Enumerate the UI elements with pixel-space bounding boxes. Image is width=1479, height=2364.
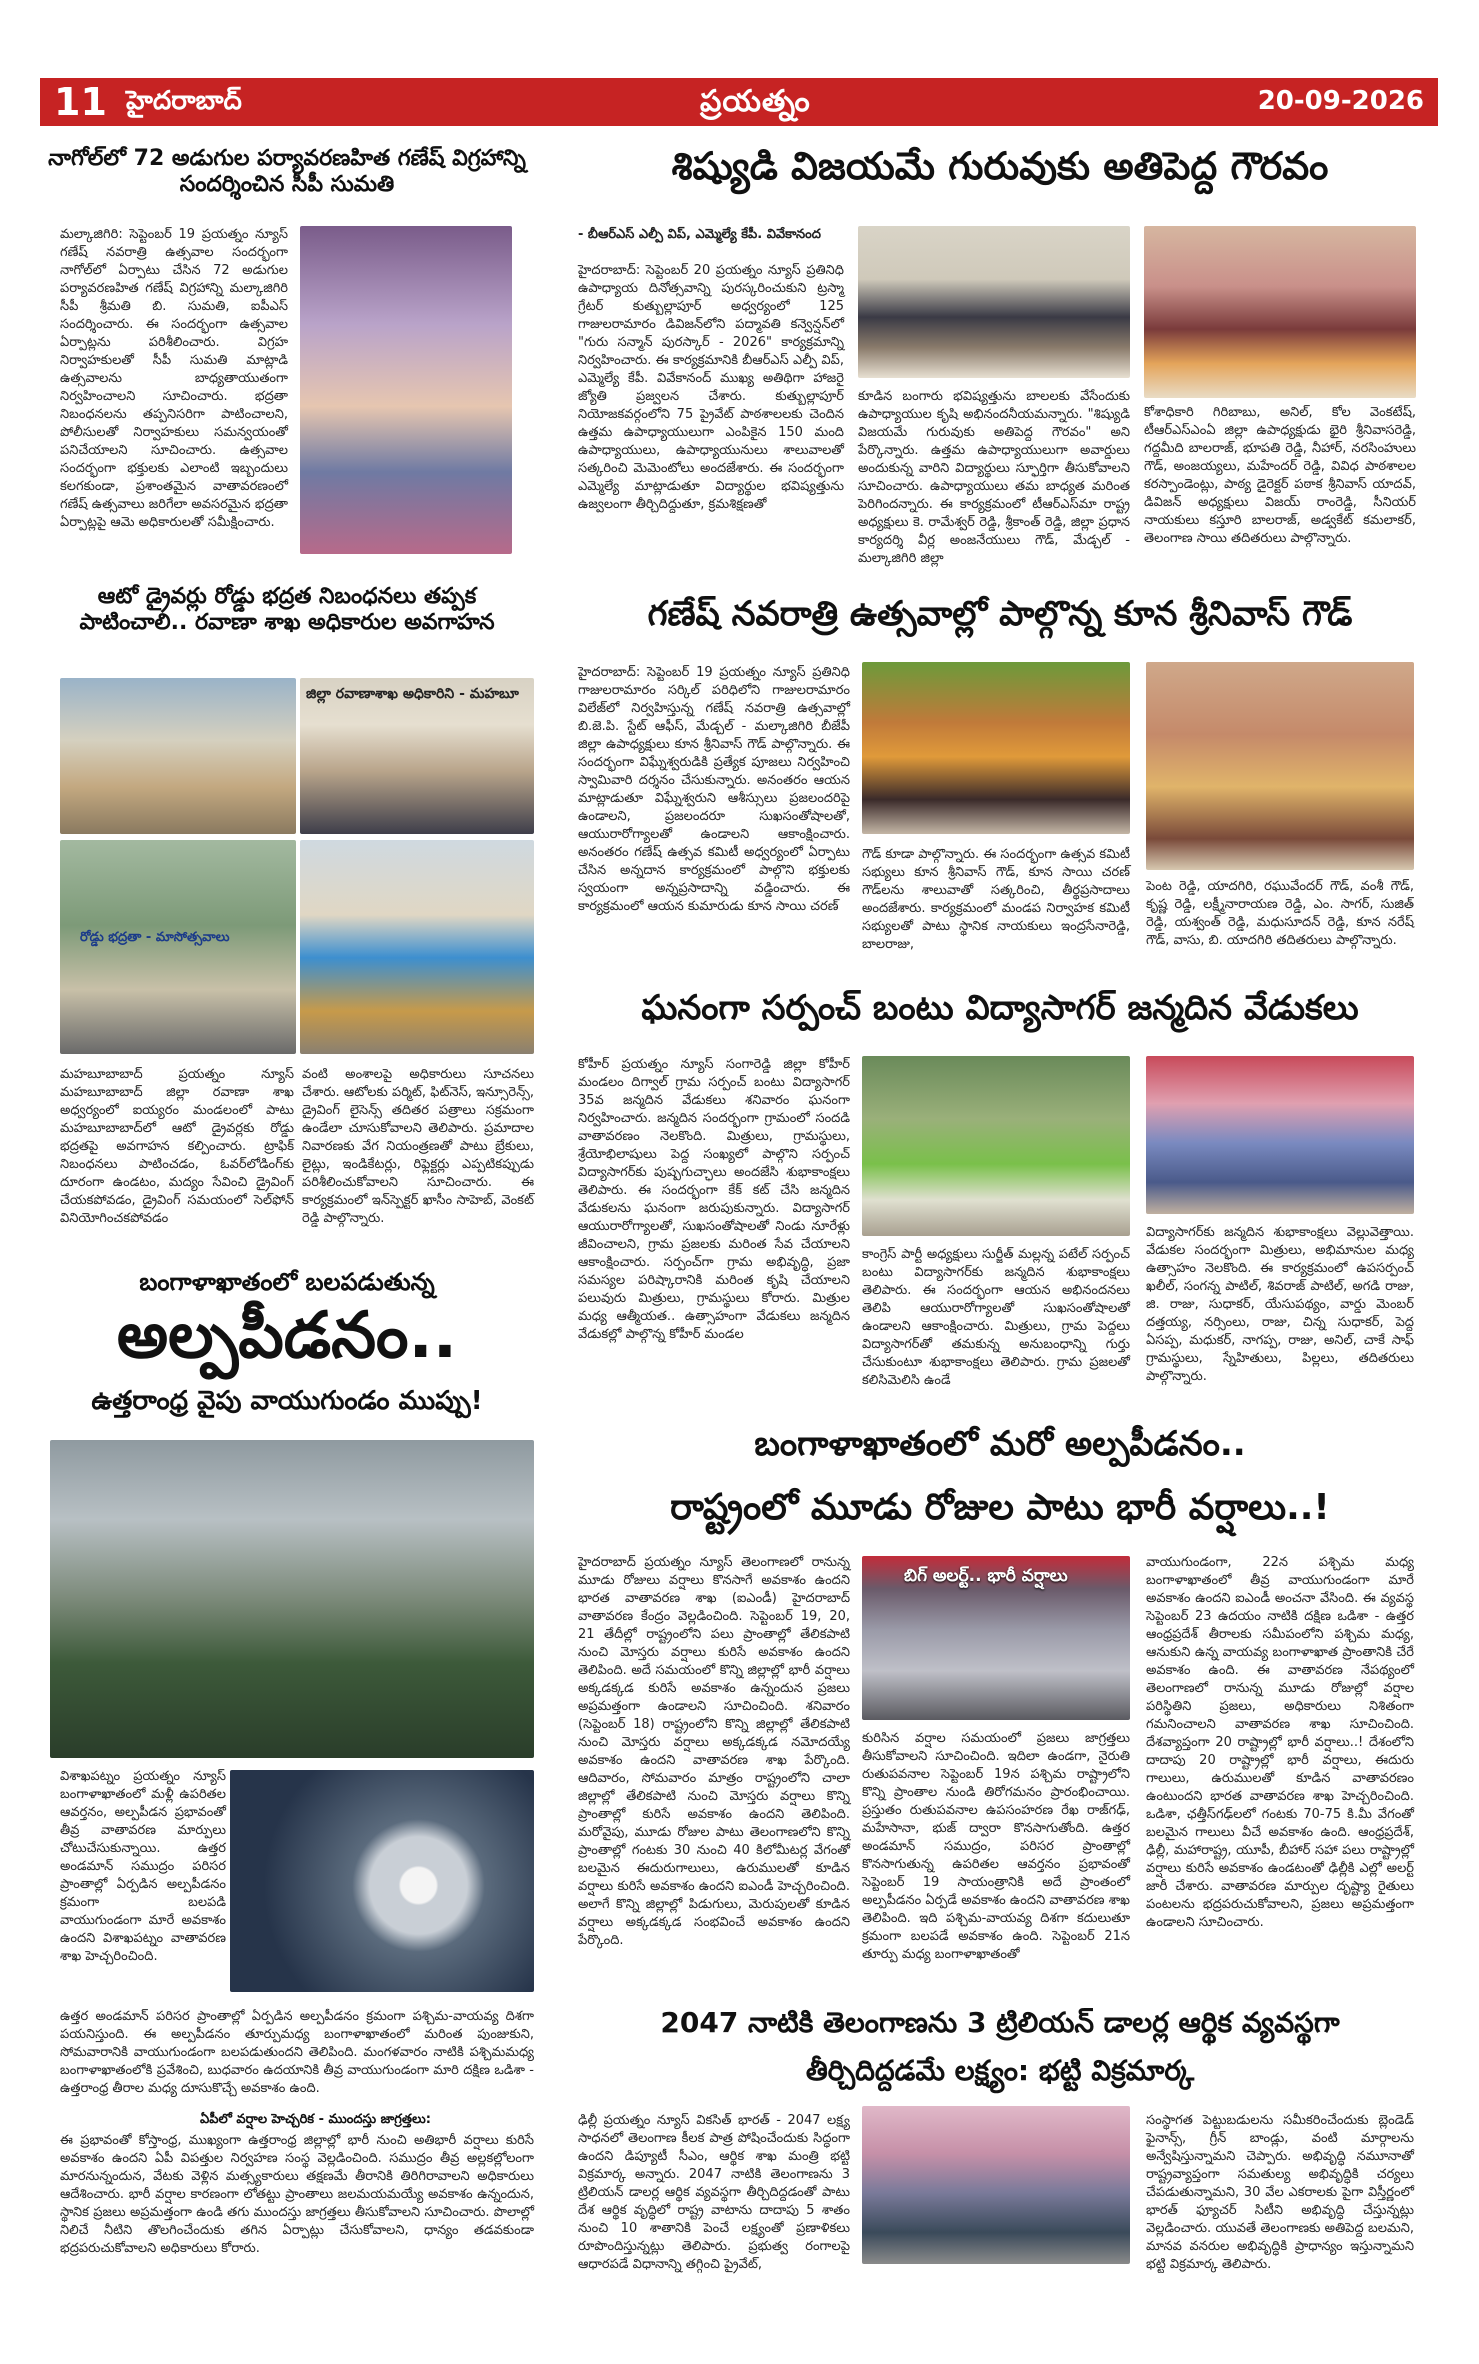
rain-alert-tag: బిగ్ అలర్ట్.. భారీ వర్షాలు	[904, 1566, 1068, 1586]
story5-body-col2: కాంగ్రెస్ పార్టీ అధ్యక్షులు సుర్జీత్ మల్లన్న పటేల్ సర్పంచ్ బంటు విద్యాసాగర్‌కు జన్మదిన శుభాకాంక్షలు తెలిపారు. ఈ సందర్భంగా ఆయన అభినందనలు తెలిపి ఆయురారోగ్యాలతో సుఖసంతోషాలతో ఉండాలని ఆకాంక్షించారు. మిత్రులు, గ్రామ పెద్దలు విద్యాసాగర్‌తో తమకున్న అనుబంధాన్ని గుర్తు చేసుకుంటూ శుభాకాంక్షలు తెలిపారు. గ్రామ ప్రజలతో కలిసిమెలిసి ఉండే	[862, 1247, 1130, 1388]
story3-headline: ఆటో డ్రైవర్లు రోడ్డు భద్రత నిబంధనలు తప్పక పాటించాలి.. రవాణా శాఖ అధికారుల అవగాహన	[79, 584, 495, 636]
road-safety-photo-2	[300, 678, 534, 834]
story7-body-col2: కురిసిన వర్షాల సమయంలో ప్రజలు జాగ్రత్తలు తీసుకోవాలని సూచించింది. ఇదిలా ఉండగా, నైరుతి రుతుపవనాల సెప్టెంబర్ 19న పశ్చిమ రాష్ట్రాలోని కొన్ని ప్రాంతాల నుండి తిరోగమనం ప్రారంభించాయి. ప్రస్తుతం రుతుపవనాల ఉపసంహరణ రేఖ రాజ్‌గఢ్, మహేసానా, భుజ్‌ ద్వారా కొనసాగుతోంది. ఉత్తర అండమాన్ సముద్రం, పరిసర ప్రాంతాల్లో కొనసాగుతున్న ఉపరితల ఆవర్తనం ప్రభావంతో సెప్టెంబర్ 19 సాయంత్రానికి అదే ప్రాంతంలో అల్పపీడనం ఏర్పడే అవకాశం ఉందని వాతావరణ శాఖ తెలిపింది. ఇది పశ్చిమ-వాయవ్య దిశగా కదులుతూ క్రమంగా బలపడే అవకాశం ఉంది. సెప్టెంబర్ 21న తూర్పు మధ్య బంగాళాఖాతంతో	[862, 1731, 1130, 1962]
story2-headline: శిష్యుడి విజయమే గురువుకు అతిపెద్ద గౌరవం	[671, 144, 1329, 188]
ganesh-idol-photo	[300, 226, 512, 554]
road-safety-photo-1	[60, 678, 296, 834]
story2-body-col2: కూడిన బంగారు భవిష్యత్తును బాలలకు వేసేందుకు ఉపాధ్యాయుల కృషి అభినందనీయమన్నారు. "శిష్యుడి విజయమే గురువుకు అతిపెద్ద గౌరవం" అని పేర్కొన్నారు. ఉత్తమ ఉపాధ్యాయులుగా అవార్డులు అందుకున్న వారిని విద్యార్థులు స్ఫూర్తిగా తీసుకోవాలని సూచించారు. ఉపాధ్యాయులు తమ బాధ్యత మరింత పెరిగిందన్నారు. ఈ కార్యక్రమంలో టీఆర్‌ఎస్‌మా రాష్ట్ర అధ్యక్షులు కె. రామేశ్వర్ రెడ్డి, శ్రీకాంత్ రెడ్డి, జిల్లా ప్రధాన కార్యదర్శి వీర్ల అంజనేయులు గౌడ్, మేడ్చల్ - మల్కాజిగిరి జిల్లా	[858, 389, 1130, 566]
teachers-event-photo-1	[858, 226, 1130, 378]
story8-body-col1: ఢిల్లీ ప్రయత్నం న్యూస్ వికసిత్ భారత్ - 2047 లక్ష్య సాధనలో తెలంగాణ కీలక పాత్ర పోషించేందుకు సిద్ధంగా ఉందని డిప్యూటీ సీఎం, ఆర్థిక శాఖ మంత్రి భట్టి విక్రమార్క అన్నారు. 2047 నాటికి తెలంగాణను 3 ట్రిలియన్ డాలర్ల ఆర్థిక వ్యవస్థగా తీర్చిదిద్దడంతో పాటు దేశ ఆర్థిక వృద్ధిలో రాష్ట్ర వాటాను దాదాపు 5 శాతం నుంచి 10 శాతానికి పెంచే లక్ష్యంతో ప్రణాళికలు రూపొందిస్తున్నట్లు తెలిపారు. ప్రభుత్వ రంగాలపై ఆధారపడే విధానాన్ని తగ్గించి ప్రైవేట్,	[578, 2113, 850, 2272]
road-safety-photo-3	[60, 840, 296, 1054]
story4-body-col2: గౌడ్ కూడా పాల్గొన్నారు. ఈ సందర్భంగా ఉత్సవ కమిటీ సభ్యులు కూన శ్రీనివాస్ గౌడ్, కూన సాయి చరణ్ గౌడ్‌లను శాలువాతో సత్కరించి, తీర్థప్రసాదాలు అందజేశారు. కార్యక్రమంలో మండప నిర్వాహక కమిటీ సభ్యులతో పాటు స్థానిక నాయకులు ఇంద్రసేనారెడ్డి, బాలరాజు,	[862, 847, 1130, 952]
story1-headline: నాగోల్‌లో 72 అడుగుల పర్యావరణహిత గణేష్ విగ్రహాన్ని సందర్శించిన సీపీ సుమతి	[48, 146, 526, 198]
cyclone-map-graphic	[230, 1770, 534, 1992]
birthday-cake-photo	[862, 1056, 1130, 1236]
story2-body-col3: కోశాధికారి గిరిబాబు, అనిల్, కోల వెంకటేష్, టీఆర్‌ఎస్‌ఎంఏ జిల్లా ఉపాధ్యక్షుడు భైరి శ్రీనివాసరెడ్డి, గద్దమీది బాలరాజ్, భూపతి రెడ్డి, నీహార్, నరసింహులు గౌడ్, అంజయ్యలు, మహేందర్ రెడ్డి, వివిధ పాఠశాలల కరస్పాండెంట్లు, పాఠ్య డైరెక్టర్ పఠాక శ్రీనివాస్ యాదవ్, డివిజన్ అధ్యక్షులు విజయ్ రాంరెడ్డి, సీనియర్ నాయకులు కస్తూరి బాలరాజ్, అడ్వకేట్ కమలాకర్, తెలంగాణ సాయి తదితరులు పాల్గొన్నారు.	[1144, 405, 1416, 546]
teachers-event-photo-2	[1144, 226, 1416, 398]
storm-coast-photo	[50, 1440, 534, 1758]
story6-headline: అల్పపీడనం..	[116, 1299, 458, 1373]
story8-body-col2: సంస్థాగత పెట్టుబడులను సమీకరించేందుకు బ్లెండెడ్ ఫైనాన్స్, గ్రీన్ బాండ్లు, వంటి మార్గాలను అన్వేషిస్తున్నామని చెప్పారు. అభివృద్ధి నమూనాతో రాష్ట్రవ్యాప్తంగా సమతుల్య అభివృద్ధికి చర్యలు చేపడుతున్నామని, 30 వేల ఎకరాలకు పైగా విస్తీర్ణంలో భారత్ ఫ్యూచర్ సిటీని అభివృద్ధి చేస్తున్నట్లు వెల్లడించారు. యువతే తెలంగాణకు అతిపెద్ద బలమని, మానవ వనరుల అభివృద్ధికి ప్రాధాన్యం ఇస్తున్నామని భట్టి విక్రమార్క తెలిపారు.	[1146, 2113, 1414, 2272]
story6-body-full: ఉత్తర అండమాన్ పరిసర ప్రాంతాల్లో ఏర్పడిన అల్పపీడనం క్రమంగా పశ్చిమ-వాయవ్య దిశగా పయనిస్తుంది. ఈ అల్పపీడనం తూర్పుమధ్య బంగాళాఖాతంలో మరింత పుంజుకుని, సోమవారానికి వాయుగుండంగా బలపడుతుందని తెలిపింది. మంగళవారం నాటికి పశ్చిమమధ్య బంగాళాఖాతంలోకి ప్రవేశించి, బుధవారం ఉదయానికి తీవ్ర వాయుగుండంగా మారి దక్షిణ ఒడిశా - ఉత్తరాంధ్ర తీరాల మధ్య దూసుకొచ్చే అవకాశం ఉంది.	[60, 2009, 534, 2096]
story5-body-col3: విద్యాసాగర్‌కు జన్మదిన శుభాకాంక్షలు వెల్లువెత్తాయి. వేడుకల సందర్భంగా మిత్రులు, అభిమానుల మధ్య ఉత్సాహం నెలకొంది. ఈ కార్యక్రమంలో ఉపసర్పంచ్ ఖలీల్, సంగన్న పాటిల్, శివరాజ్ పాటిల్, అగడి రాజు, జి. రాజు, సుధాకర్, యేసుపథ్యం, వార్డు మెంబర్ దత్తయ్య, నర్సింలు, రాజు, చిన్న సుధాకర్, పెద్ద ఏసప్ప, మధుకర్, నాగప్ప, రాజు, అనిల్, చాకే సాఫ్ గ్రామస్థులు, స్నేహితులు, పిల్లలు, తదితరులు పాల్గొన్నారు.	[1146, 1225, 1414, 1384]
story7-headline: రాష్ట్రంలో మూడు రోజుల పాటు భారీ వర్షాలు..!	[670, 1487, 1330, 1528]
story2-byline: - బీఆర్ఎస్ ఎల్పీ విప్, ఎమ్మెల్యే కేపీ. వివేకానంద	[578, 227, 821, 242]
story8-headline: 2047 నాటికి తెలంగాణను 3 ట్రిలియన్ డాలర్ల ఆర్థిక వ్యవస్థగా	[660, 2006, 1340, 2039]
story5-body-col1: కోహీర్ ప్రయత్నం న్యూస్ సంగారెడ్డి జిల్లా కోహీర్ మండలం దిగ్వాల్ గ్రామ సర్పంచ్ బంటు విద్యాసాగర్ 35వ జన్మదిన వేడుకలు శనివారం ఘనంగా నిర్వహించారు. జన్మదిన సందర్భంగా గ్రామంలో సందడి వాతావరణం నెలకొంది. మిత్రులు, గ్రామస్థులు, శ్రేయోభిలాషులు పెద్ద సంఖ్యలో పాల్గొని సర్పంచ్ విద్యాసాగర్‌కు పుష్పగుచ్ఛాలు అందజేసి శుభాకాంక్షలు తెలిపారు. ఈ సందర్భంగా కేక్ కట్ చేసి జన్మదిన వేడుకలను ఘనంగా జరుపుకున్నారు. విద్యాసాగర్ ఆయురారోగ్యాలతో, సుఖసంతోషాలతో నిండు నూరేళ్లు జీవించాలని, గ్రామ ప్రజలకు మరింత సేవ చేయాలని ఆకాంక్షించారు. సర్పంచ్‌గా గ్రామ అభివృద్ధి, ప్రజా సమస్యల పరిష్కారానికి మరింత కృషి చేయాలని పలువురు మిత్రులు, గ్రామస్థులు కోరారు. మిత్రుల మధ్య ఆత్మీయత.. ఉత్సాహంగా వేడుకలు జన్మదిన వేడుకల్లో పాల్గొన్న కోహీర్ మండల	[578, 1057, 850, 1342]
story6-alert-body: ఈ ప్రభావంతో కోస్తాంధ్ర, ముఖ్యంగా ఉత్తరాంధ్ర జిల్లాల్లో భారీ నుంచి అతిభారీ వర్షాలు కురిసే అవకాశం ఉందని ఏపీ విపత్తుల నిర్వహణ సంస్థ వెల్లడించింది. సముద్రం తీవ్ర అల్లకల్లోలంగా మారనున్నందున, వేటకు వెళ్లిన మత్స్యకారులు తక్షణమే తీరానికి తిరిగిరావాలని అధికారులు ఆదేశించారు. భారీ వర్షాల కారణంగా లోతట్టు ప్రాంతాలు జలమయమయ్యే అవకాశం ఉన్నందున, స్థానిక ప్రజలు అప్రమత్తంగా ఉండి తగు ముందస్తు జాగ్రత్తలు తీసుకోవాలని సూచించారు. పొలాల్లో నిలిచే నీటిని తొలగించేందుకు తగిన ఏర్పాట్లు చేసుకోవాలని, ధాన్యం తడవకుండా భద్రపరుచుకోవాలని అధికారులు కోరారు.	[60, 2133, 534, 2256]
story4-body-col1: హైదరాబాద్: సెప్టెంబర్ 19 ప్రయత్నం న్యూస్ ప్రతినిధి గాజులరామారం సర్కిల్ పరిధిలోని గాజులరామారం విలేజ్‌లో నిర్వహిస్తున్న గణేష్ నవరాత్రి ఉత్సవాల్లో బి.జె.పి. స్టేట్ ఆఫీస్, మేడ్చల్ - మల్కాజిగిరి బీజేపీ జిల్లా ఉపాధ్యక్షులు కూన శ్రీనివాస్ గౌడ్ పాల్గొన్నారు. ఈ సందర్భంగా విఘ్నేశ్వరుడికి ప్రత్యేక పూజలు నిర్వహించి స్వామివారి దర్శనం చేసుకున్నారు. అనంతరం ఆయన మాట్లాడుతూ విఘ్నేశ్వరుని ఆశీస్సులు ప్రజలందరిపై ఉండాలని, ప్రజలందరూ సుఖసంతోషాలతో, ఆయురారోగ్యాలతో ఉండాలని ఆకాంక్షించారు. అనంతరం గణేష్ ఉత్సవ కమిటీ అధ్వర్యంలో ఏర్పాటు చేసిన అన్నదాన కార్యక్రమంలో పాల్గొని భక్తులకు స్వయంగా అన్నప్రసాదాన్ని వడ్డించారు. ఈ కార్యక్రమంలో ఆయన కుమారుడు కూన సాయి చరణ్	[578, 665, 850, 914]
story3-body-col1: మహబూబాబాద్ ప్రయత్నం న్యూస్ మహబూబాబాద్ జిల్లా రవాణా శాఖ అధ్వర్యంలో ఐయ్యరం మండలంలో పాటు మహబూబాబాద్‌లో ఆటో డ్రైవర్లకు రోడ్డు భద్రతపై అవగాహన కల్పించారు. ట్రాఫిక్ నిబంధనలు పాటించడం, ఓవర్‌లోడింగ్‌కు దూరంగా ఉండటం, మద్యం సేవించి డ్రైవింగ్ చేయకపోవడం, డ్రైవింగ్ సమయంలో సెల్‌ఫోన్ వినియోగించకపోవడం	[60, 1067, 294, 1226]
story2-body-col1: హైదరాబాద్: సెప్టెంబర్ 20 ప్రయత్నం న్యూస్ ప్రతినిధి ఉపాధ్యాయ దినోత్సవాన్ని పురస్కరించుకుని ట్రస్మా గ్రేటర్ కుత్బుల్లాపూర్ అధ్వర్యంలో 125 గాజులరామారం డివిజన్‌లోని పద్మావతి కన్వెన్షన్‌లో "గురు సన్మాన్ పురస్కార్ - 2026" కార్యక్రమాన్ని నిర్వహించారు. ఈ కార్యక్రమానికి బీఆర్ఎస్ ఎల్పీ విప్, ఎమ్మెల్యే కేపీ. వివేకానంద్ ముఖ్య అతిథిగా హాజరై జ్యోతి ప్రజ్వలన చేశారు. కుత్బుల్లాపూర్ నియోజకవర్గంలోని 75 ప్రైవేట్ పాఠశాలలకు చెందిన ఉత్తమ ఉపాధ్యాయులుగా ఎంపికైన 150 మంది ఉపాధ్యాయులు, ఉపాధ్యాయునులు శాలువాలతో సత్కరించి మెమెంటోలు అందజేశారు. ఈ సందర్భంగా ఎమ్మెల్యే మాట్లాడుతూ విద్యార్థుల భవిష్యత్తును ఉజ్వలంగా తీర్చిదిద్దుతూ, క్రమశిక్షణతో	[578, 263, 844, 512]
story8-headline2: తీర్చిదిద్దడమే లక్ష్యం: భట్టి విక్రమార్క	[805, 2054, 1195, 2087]
page-number: 11	[54, 80, 107, 124]
story7-body-col3: వాయుగుండంగా, 22న పశ్చిమ మధ్య బంగాళాఖాతంలో తీవ్ర వాయుగుండంగా మారే అవకాశం ఉందని ఐఎండీ అంచనా వేసింది. ఈ వ్యవస్థ సెప్టెంబర్ 23 ఉదయం నాటికి దక్షిణ ఒడిశా - ఉత్తర ఆంధ్రప్రదేశ్ తీరాలకు సమీపంలోని పశ్చిమ మధ్య, ఆనుకుని ఉన్న వాయవ్య బంగాళాఖాత ప్రాంతానికి చేరే అవకాశం ఉంది. ఈ వాతావరణ నేపథ్యంలో తెలంగాణలో రానున్న మూడు రోజుల్లో వర్షాల పరిస్థితిని ప్రజలు, అధికారులు నిశితంగా గమనించాలని వాతావరణ శాఖ సూచించింది. దేశవ్యాప్తంగా 20 రాష్ట్రాల్లో భారీ వర్షాలు..! దేశంలోని దాదాపు 20 రాష్ట్రాల్లో భారీ వర్షాలు, ఈదురు గాలులు, ఉరుములతో కూడిన వాతావరణం ఉంటుందని భారత వాతావరణ శాఖ హెచ్చరించింది. ఒడిశా, ఛత్తీస్‌గఢ్‌లలో గంటకు 70-75 కి.మీ వేగంతో బలమైన గాలులు వీచే అవకాశం ఉంది. ఆంధ్రప్రదేశ్, ఢిల్లీ, మహారాష్ట్ర, యూపీ, బీహార్ సహా పలు రాష్ట్రాల్లో వర్షాలు కురిసే అవకాశం ఉండటంతో ఢిల్లీకి ఎల్లో అలర్ట్ జారీ చేశారు. వాతావరణ మార్పుల దృష్ట్యా రైతులు పంటలను భద్రపరుచుకోవాలని, ప్రజలు అప్రమత్తంగా ఉండాలని సూచించారు.	[1146, 1555, 1414, 1930]
story3-body-col2: వంటి అంశాలపై అధికారులు సూచనలు చేశారు. ఆటోలకు పర్మిట్, ఫిట్‌నెస్, ఇన్సూరెన్స్, డ్రైవింగ్ లైసెన్స్ తదితర పత్రాలు సక్రమంగా ఉండేలా చూసుకోవాలని తెలిపారు. ప్రమాదాల నివారణకు వేగ నియంత్రణతో పాటు బ్రేకులు, లైట్లు, ఇండికేటర్లు, రిఫ్లెక్టర్లు ఎప్పటికప్పుడు పరిశీలించుకోవాలని సూచించారు. ఈ కార్యక్రమంలో ఇన్‌స్పెక్టర్ ఖాసీం సాహెబ్, వెంకట్ రెడ్డి పాల్గొన్నారు.	[302, 1067, 534, 1226]
story4-body-col3: పెంట రెడ్డి, యాదగిరి, రఘువేందర్ గౌడ్, వంశీ గౌడ్, కృష్ణ రెడ్డి, లక్ష్మీనారాయణ రెడ్డి, ఎం. సాగర్, సుజిత్ రెడ్డి, యశ్వంత్ రెడ్డి, మధుసూదన్ రెడ్డి, కూన నరేష్ గౌడ్, వాసు, బి. యాదగిరి తదితరులు పాల్గొన్నారు.	[1146, 879, 1414, 948]
story6-alert-title: ఏపీలో వర్షాల హెచ్చరిక - ముందస్తు జాగ్రత్తలు:	[200, 2112, 431, 2127]
photo-banner-text: జిల్లా రవాణాశాఖ అధికారిని - మహబూ	[306, 686, 519, 702]
story1-body: మల్కాజిగిరి: సెప్టెంబర్ 19 ప్రయత్నం న్యూస్ గణేష్ నవరాత్రి ఉత్సవాల సందర్భంగా నాగోల్‌లో ఏర్పాటు చేసిన 72 అడుగుల పర్యావరణహిత గణేష్ విగ్రహాన్ని మల్కాజిగిరి సీపీ శ్రీమతి బి. సుమతి, ఐపీఎస్ సందర్శించారు. ఈ సందర్భంగా ఉత్సవాల ఏర్పాట్లను పరిశీలించారు. విగ్రహ నిర్వాహకులతో సీపీ సుమతి మాట్లాడి ఉత్సవాలను బాధ్యతాయుతంగా నిర్వహించాలని సూచించారు. భద్రతా నిబంధనలను తప్పనిసరిగా పాటించాలని, పోలీసులతో నిర్వాహకులు సమన్వయంతో పనిచేయాలని సూచించారు. ఉత్సవాల సందర్భంగా భక్తులకు ఎలాంటి ఇబ్బందులు కలగకుండా, ప్రశాంతమైన వాతావరణంలో గణేష్ ఉత్సవాలు జరిగేలా అవసరమైన భద్రతా ఏర్పాట్లపై ఆమె అధికారులతో సమీక్షించారు.	[60, 227, 288, 530]
birthday-group-photo	[1146, 1056, 1414, 1214]
story7-kicker: బంగాళాఖాతంలో మరో అల్పపీడనం..	[754, 1424, 1246, 1464]
finance-meeting-photo	[862, 2106, 1130, 2264]
story5-headline: ఘనంగా సర్పంచ్ బంటు విద్యాసాగర్ జన్మదిన వేడుకలు	[641, 988, 1359, 1028]
photo-banner-text-2: రోడ్డు భద్రతా - మాసోత్సవాలు	[80, 930, 230, 945]
ganesh-festival-photo-2	[1146, 662, 1414, 870]
road-safety-photo-4	[300, 840, 534, 1054]
issue-date: 20-09-2026	[1257, 86, 1424, 116]
story7-body-col1: హైదరాబాద్ ప్రయత్నం న్యూస్ తెలంగాణలో రానున్న మూడు రోజులు వర్షాలు కొనసాగే అవకాశం ఉందని భారత వాతావరణ శాఖ (ఐఎండీ) హైదరాబాద్ వాతావరణ కేంద్రం వెల్లడించింది. సెప్టెంబర్ 19, 20, 21 తేదీల్లో రాష్ట్రంలోని పలు ప్రాంతాల్లో తేలికపాటి నుంచి మోస్తరు వర్షాలు కురిసే అవకాశం ఉందని తెలిపింది. అదే సమయంలో కొన్ని జిల్లాల్లో భారీ వర్షాలు అక్కడక్కడ కురిసే అవకాశం ఉన్నందున ప్రజలు అప్రమత్తంగా ఉండాలని సూచించింది. శనివారం (సెప్టెంబర్ 18) రాష్ట్రంలోని కొన్ని జిల్లాల్లో తేలికపాటి నుంచి మోస్తరు వర్షాలు అక్కడక్కడ నమోదయ్యే అవకాశం ఉందని వాతావరణ శాఖ పేర్కొంది. ఆదివారం, సోమవారం మాత్రం రాష్ట్రంలోని చాలా జిల్లాల్లో తేలికపాటి నుంచి మోస్తరు వర్షాలు కొన్ని ప్రాంతాల్లో కురిసే అవకాశం ఉందని తెలిపింది. మరోవైపు, మూడు రోజుల పాటు తెలంగాణలోని కొన్ని ప్రాంతాల్లో గంటకు 30 నుంచి 40 కిలోమీటర్ల వేగంతో బలమైన ఈదురుగాలులు, ఉరుములతో కూడిన వర్షాలు కురిసే అవకాశం ఉందని ఐఎండీ హెచ్చరించింది. అలాగే కొన్ని జిల్లాల్లో పిడుగులు, మెరుపులతో కూడిన వర్షాలు అక్కడక్కడ సంభవించే అవకాశం ఉందని పేర్కొంది.	[578, 1555, 850, 1948]
paper-logo: ప్రయత్నం	[700, 84, 811, 119]
heavy-rain-alert-photo	[862, 1556, 1130, 1720]
section-city: హైదరాబాద్	[126, 86, 242, 116]
masthead-bar	[40, 78, 1438, 126]
story6-kicker: బంగాళాఖాతంలో బలపడుతున్న	[139, 1268, 435, 1296]
story4-headline: గణేష్ నవరాత్రి ఉత్సవాల్లో పాల్గొన్న కూన శ్రీనివాస్ గౌడ్	[647, 594, 1353, 634]
story6-body-col1: విశాఖపట్నం ప్రయత్నం న్యూస్ బంగాళాఖాతంలో మళ్లీ ఉపరితల ఆవర్తనం, అల్పపీడన ప్రభావంతో తీవ్ర వాతావరణ మార్పులు చోటుచేసుకున్నాయి. ఉత్తర అండమాన్ సముద్రం పరిసర ప్రాంతాల్లో ఏర్పడిన అల్పపీడనం క్రమంగా బలపడి వాయుగుండంగా మారే అవకాశం ఉందని విశాఖపట్నం వాతావరణ శాఖ హెచ్చరించింది.	[60, 1769, 226, 1964]
story6-subhead: ఉత్తరాంధ్ర వైపు వాయుగుండం ముప్పు!	[91, 1386, 483, 1416]
ganesh-festival-photo-1	[862, 662, 1130, 834]
